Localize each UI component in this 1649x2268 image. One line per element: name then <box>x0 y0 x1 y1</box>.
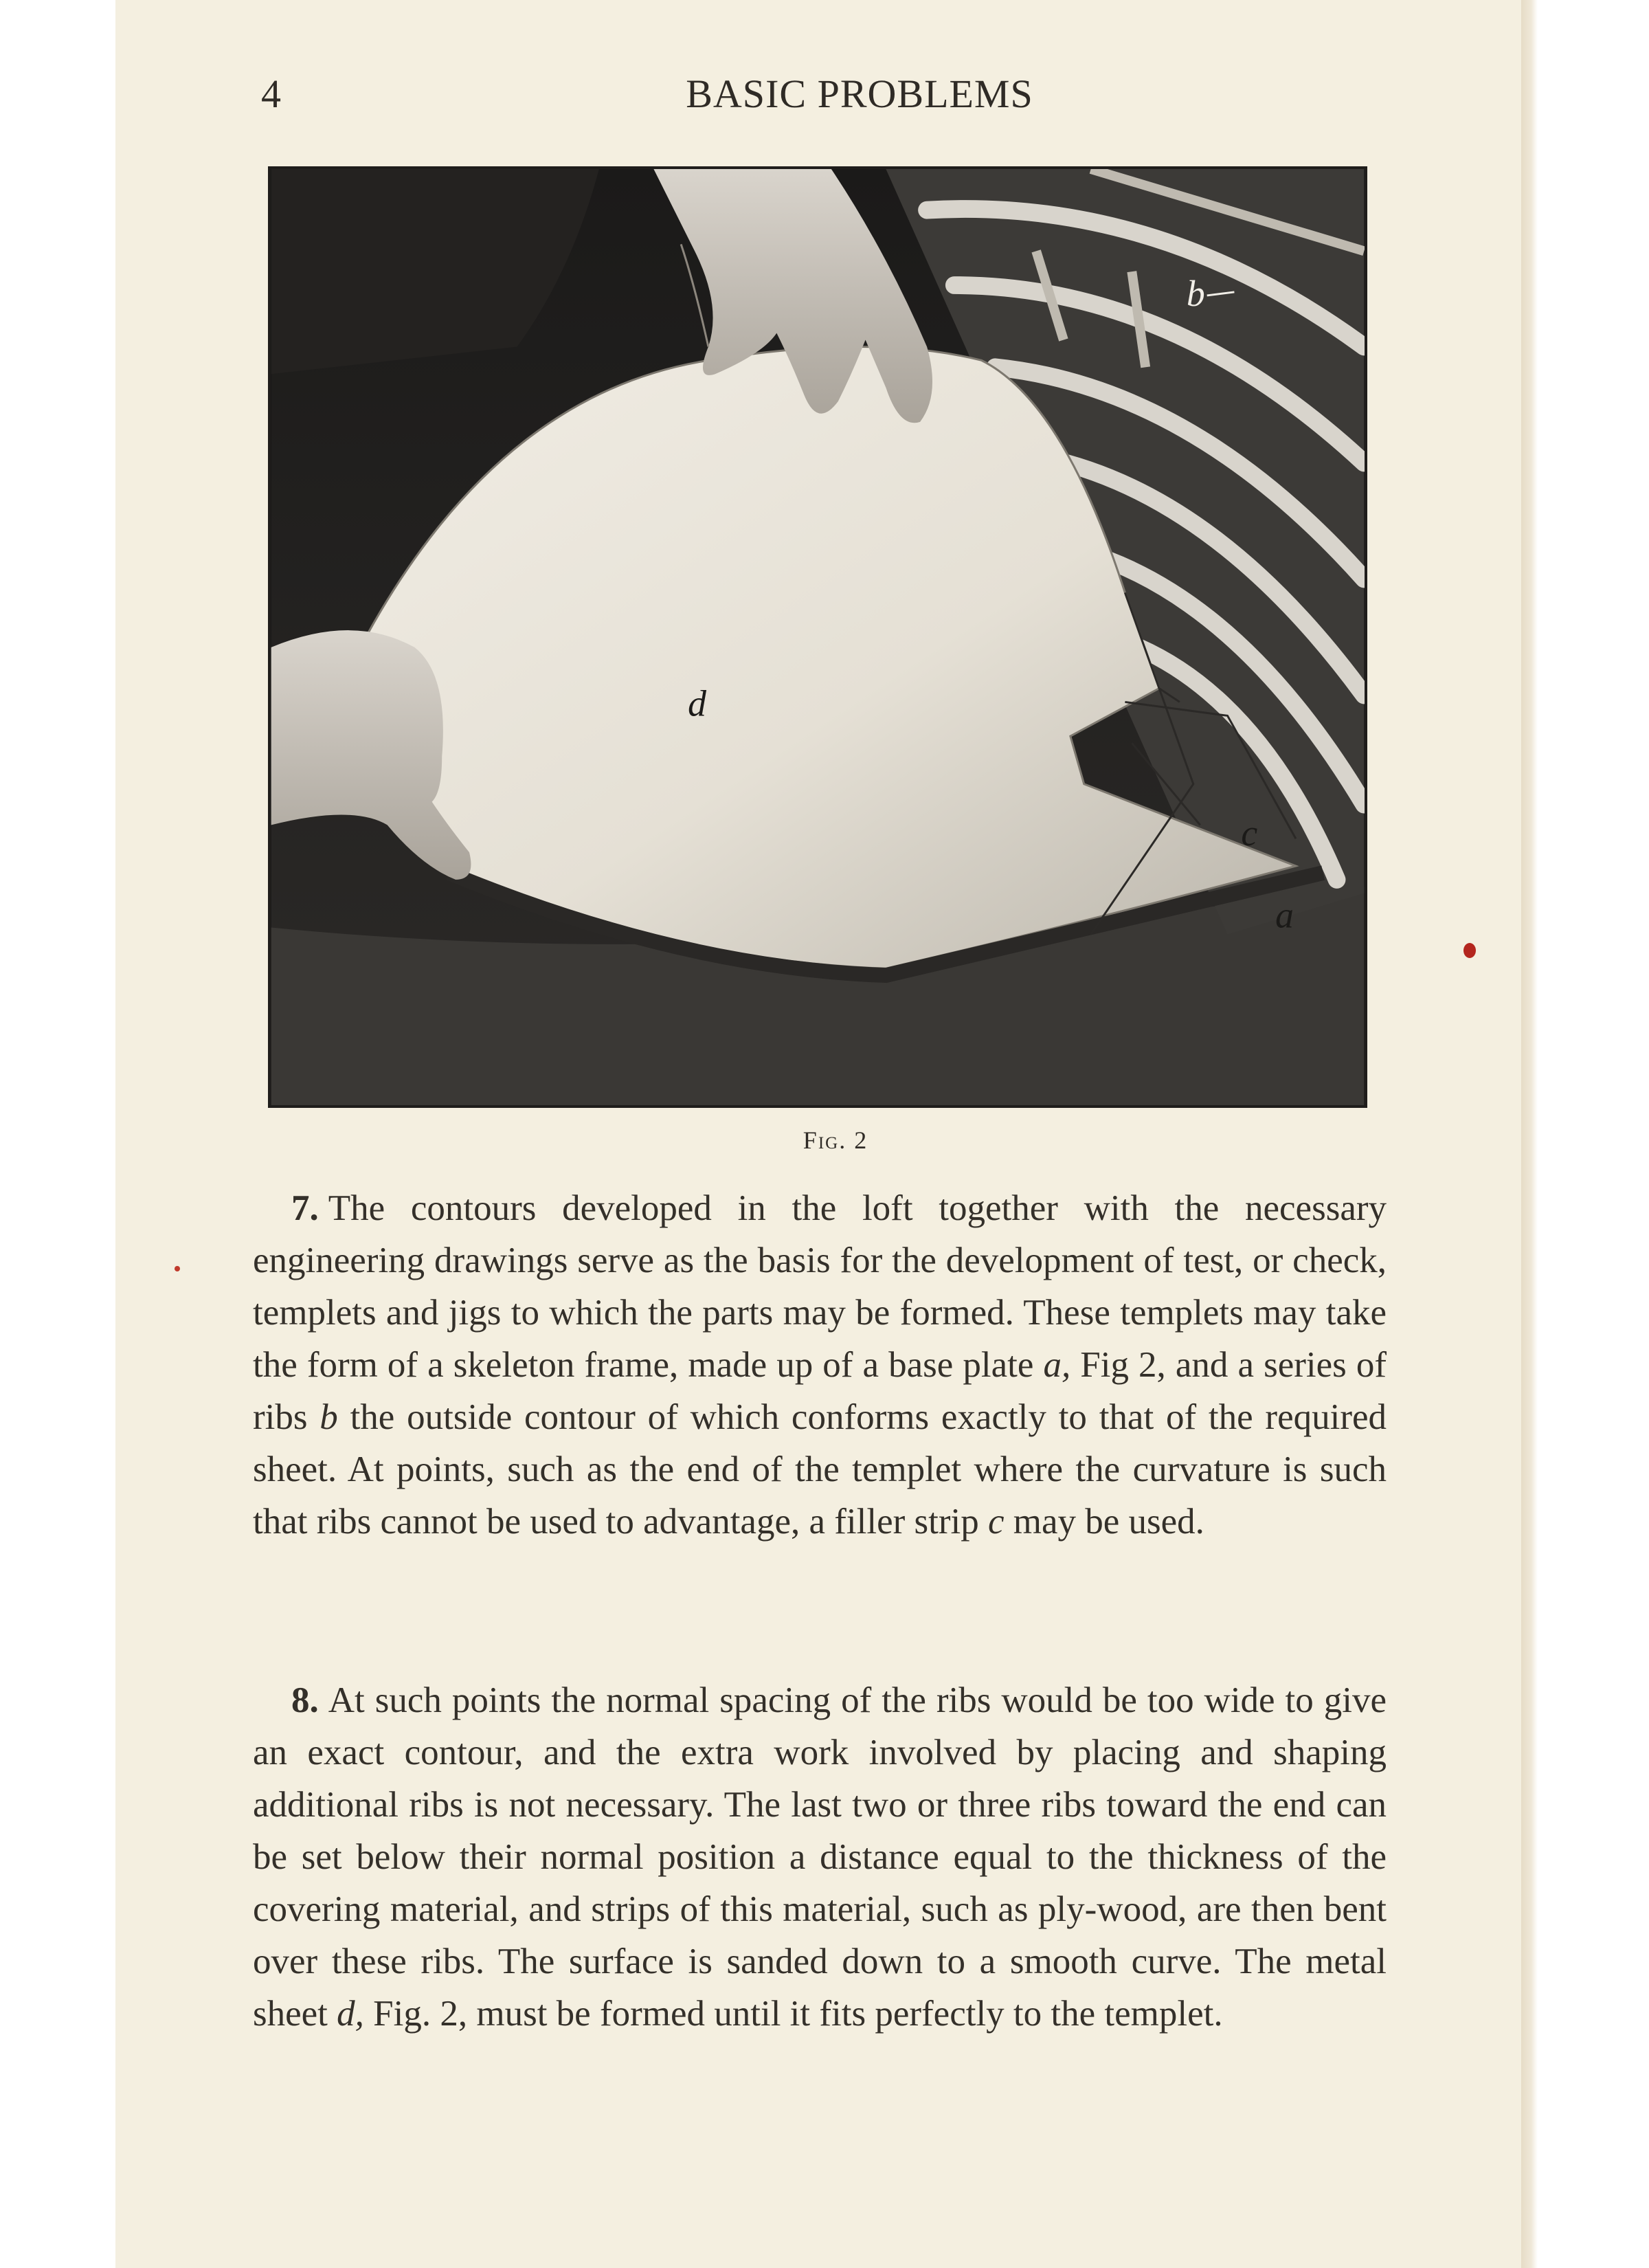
book-page <box>115 0 1521 2268</box>
page-number: 4 <box>261 71 281 116</box>
paragraph-text: At such points the normal spacing of the ribs would be too wide to give an exact contour, and the extra work involved by placing and shaping additional ribs is not necessary. The last two or three ribs toward the end can be set below their normal position a distance equal to the thickness of the covering material, and strips of this material, such as ply-wood, are then bent over these ribs. The surface is sanded down to a smooth curve. The metal sheet <box>253 1680 1387 2034</box>
label-a: a <box>1275 894 1294 936</box>
figure-reference-c: c <box>987 1502 1005 1542</box>
paragraph-8 <box>253 1674 1387 2040</box>
paragraph-number: 7. <box>291 1188 319 1228</box>
paragraph-text: Fig 2, and a series of ribs <box>253 1345 1387 1437</box>
page-edge <box>1521 0 1538 2268</box>
running-title: BASIC PROBLEMS <box>686 71 1033 116</box>
paper-speck <box>1463 943 1476 958</box>
running-head <box>115 70 1521 125</box>
paper-speck <box>175 1266 180 1271</box>
label-d: d <box>688 682 706 724</box>
paragraph-7 <box>253 1182 1387 1548</box>
paragraph-text: the outside contour of which conforms exactly to that of the required sheet. At points, such as the end of the templet where the curvature is such that ribs cannot be used to advantage, a filler strip <box>253 1397 1387 1542</box>
figure-reference-b: b <box>319 1397 338 1437</box>
photo-illustration <box>271 169 1365 1105</box>
figure-reference-d: d, <box>337 1994 364 2034</box>
paragraph-text: may be used. <box>1004 1502 1204 1542</box>
label-b: b <box>1186 272 1205 314</box>
label-c: c <box>1241 812 1258 854</box>
paragraph-text: The contours developed in the loft together with the necessary engineering drawings serve as the basis for the development of test, or check, templets and jigs to which the parts may be formed. These templets may take the form of a skeleton frame, made up of a base plate <box>253 1188 1387 1385</box>
figure-photograph <box>268 166 1367 1108</box>
figure-caption: Fig. 2 <box>803 1126 868 1154</box>
paragraph-text: Fig. 2, must be formed until it fits perfectly to the templet. <box>363 1994 1223 2034</box>
figure-reference-a: a, <box>1043 1345 1071 1385</box>
paragraph-number: 8. <box>291 1680 319 1720</box>
